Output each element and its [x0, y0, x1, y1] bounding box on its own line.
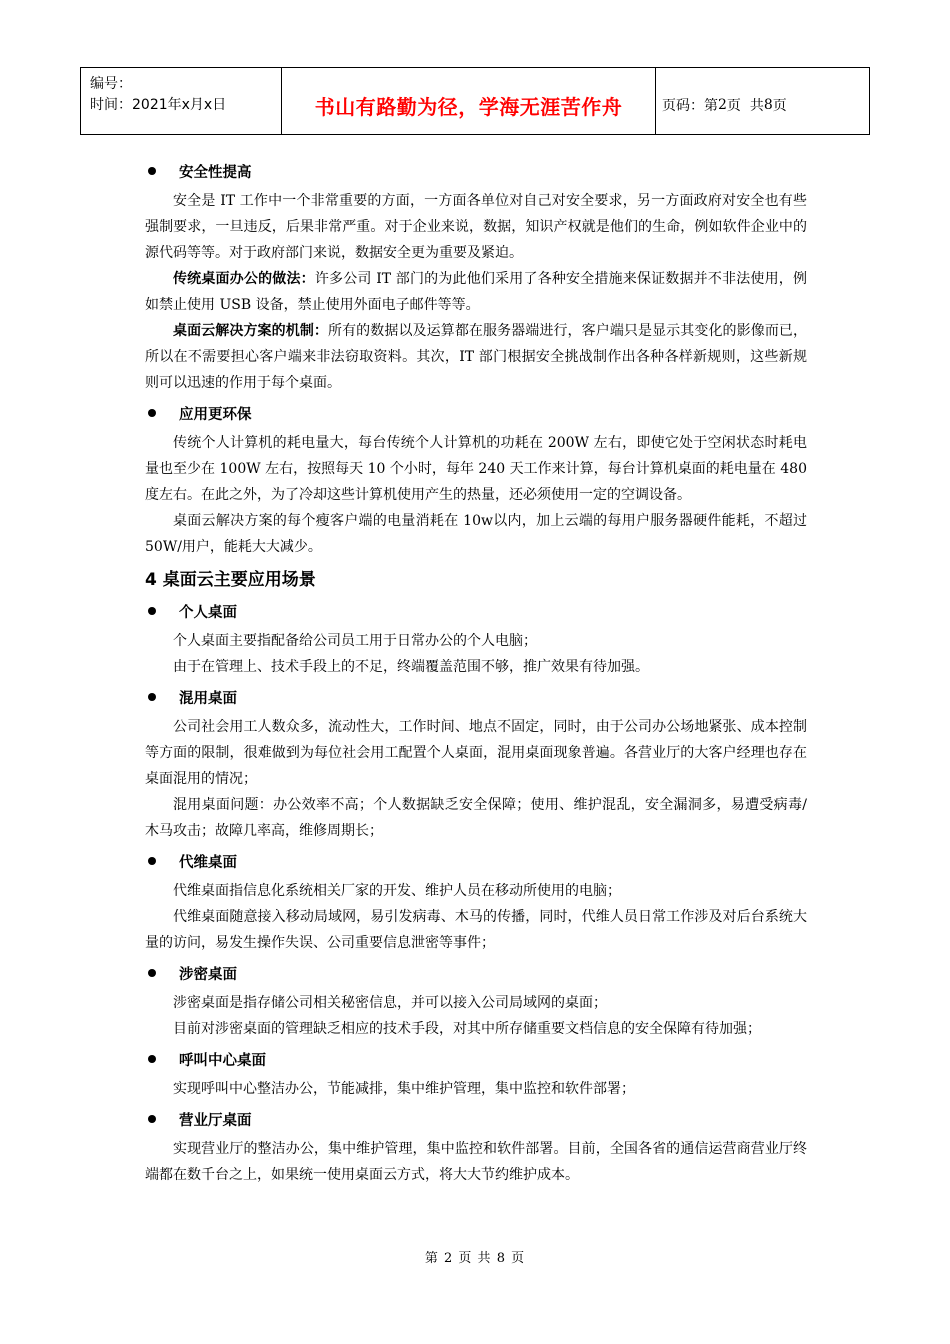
- bullet-dot-icon: [148, 167, 156, 175]
- bullet-title: 营业厅桌面: [179, 1112, 252, 1129]
- document-body: [145, 154, 807, 1188]
- bullet-security: [148, 154, 807, 188]
- paragraph-lead: 桌面云解决方案的机制：: [173, 323, 328, 339]
- paragraph: [145, 318, 807, 396]
- paragraph: 安全是 IT 工作中一个非常重要的方面，一方面各单位对自己对安全要求，另一方面政府对安全也有些强制要求，一旦违反，后果非常严重。对于企业来说，数据，知识产权就是他们的生命，例如软件企业中的源代码等等。对于政府部门来说，数据安全更为重要及紧迫。: [145, 193, 807, 261]
- header-page-indicator: [656, 68, 869, 134]
- bullet-dot-icon: [148, 969, 156, 977]
- page-label: 页码：第: [662, 98, 718, 114]
- bullet-title: 呼叫中心桌面: [179, 1052, 266, 1069]
- paragraph: 传统个人计算机的耗电量大，每台传统个人计算机的功耗在 200W 左右，即使它处于空闲状态时耗电量也至少在 100W 左右，按照每天 10 个小时，每年 240 天工作来计算，每台计算机桌面的耗电量在 480 度左右。在此之外，为了冷却这些计算机使用产生的热量，还必须使用一定的空调设备。: [145, 435, 807, 503]
- paragraph: 代维桌面随意接入移动局域网，易引发病毒、木马的传播，同时，代维人员日常工作涉及对后台系统大量的访问，易发生操作失误、公司重要信息泄密等事件；: [145, 909, 807, 951]
- bullet-vendor: [148, 844, 807, 878]
- doc-time-label: 时间：2021年x月x日: [90, 97, 227, 113]
- page-number: 2: [718, 97, 727, 113]
- bullet-green: [148, 396, 807, 430]
- paragraph: 代维桌面指信息化系统相关厂家的开发、维护人员在移动所使用的电脑；: [173, 883, 621, 899]
- page-header: [80, 67, 870, 135]
- doc-number-label: 编号：: [90, 76, 132, 92]
- paragraph: 涉密桌面是指存储公司相关秘密信息，并可以接入公司局域网的桌面；: [173, 995, 607, 1011]
- bullet-callcenter: [148, 1042, 807, 1076]
- paragraph: 桌面云解决方案的每个瘦客户端的电量消耗在 10w以内，加上云端的每用户服务器硬件能耗，不超过50W/用户，能耗大大减少。: [145, 513, 807, 555]
- paragraph-text: 所有的数据以及运算都在服务器端进行，客户端只是显示其变化的影像而已，所以在不需要担心客户端来非法窃取资料。其次，IT 部门根据安全挑战制作出各种各样新规则，这些新规则可以迅速的作用于每个桌面。: [145, 323, 807, 391]
- paragraph: 混用桌面问题：办公效率不高；个人数据缺乏安全保障；使用、维护混乱，安全漏洞多，易遭受病毒/木马攻击；故障几率高，维修周期长；: [145, 797, 807, 839]
- page-end: 页: [772, 98, 787, 114]
- header-motto: 书山有路勤为径，学海无涯苦作舟: [314, 94, 623, 119]
- paragraph: 实现营业厅的整洁办公，集中维护管理，集中监控和软件部署。目前，全国各省的通信运营商营业厅终端都在数千台之上，如果统一使用桌面云方式，将大大节约维护成本。: [145, 1141, 807, 1183]
- bullet-title: 混用桌面: [179, 690, 237, 707]
- paragraph: 个人桌面主要指配备给公司员工用于日常办公的个人电脑；: [173, 633, 537, 649]
- paragraph-lead: 传统桌面办公的做法：: [173, 271, 315, 287]
- paragraph: 由于在管理上、技术手段上的不足，终端覆盖范围不够，推广效果有待加强。: [173, 659, 649, 675]
- header-motto-cell: [282, 68, 656, 134]
- bullet-dot-icon: [148, 693, 156, 701]
- page-mid: 页 共: [726, 98, 764, 114]
- bullet-shared: [148, 680, 807, 714]
- bullet-dot-icon: [148, 857, 156, 865]
- bullet-hall: [148, 1102, 807, 1136]
- header-meta: [81, 68, 282, 134]
- paragraph: 公司社会用工人数众多，流动性大，工作时间、地点不固定，同时，由于公司办公场地紧张、成本控制等方面的限制，很难做到为每位社会用工配置个人桌面，混用桌面现象普遍。各营业厅的大客户经理也存在桌面混用的情况；: [145, 719, 807, 787]
- page-footer: 第 2 页 共 8 页: [424, 1251, 526, 1266]
- paragraph: [145, 266, 807, 318]
- bullet-title: 涉密桌面: [179, 966, 237, 983]
- bullet-title: 个人桌面: [179, 604, 237, 621]
- bullet-title: 应用更环保: [179, 406, 252, 423]
- paragraph-text: 许多公司 IT 部门的为此他们采用了各种安全措施来保证数据并不非法使用，例如禁止使用 USB 设备，禁止使用外面电子邮件等等。: [145, 271, 807, 313]
- bullet-dot-icon: [148, 409, 156, 417]
- bullet-title: 代维桌面: [179, 854, 237, 871]
- bullet-title: 安全性提高: [179, 164, 252, 181]
- bullet-dot-icon: [148, 1115, 156, 1123]
- paragraph: 目前对涉密桌面的管理缺乏相应的技术手段，对其中所存储重要文档信息的安全保障有待加强；: [173, 1021, 761, 1037]
- paragraph: 实现呼叫中心整洁办公，节能减排，集中维护管理，集中监控和软件部署；: [173, 1081, 635, 1097]
- bullet-personal: [148, 594, 807, 628]
- bullet-dot-icon: [148, 1055, 156, 1063]
- page-total: 8: [763, 97, 773, 113]
- bullet-dot-icon: [148, 607, 156, 615]
- bullet-classified: [148, 956, 807, 990]
- chapter-heading: 4 桌面云主要应用场景: [145, 569, 316, 590]
